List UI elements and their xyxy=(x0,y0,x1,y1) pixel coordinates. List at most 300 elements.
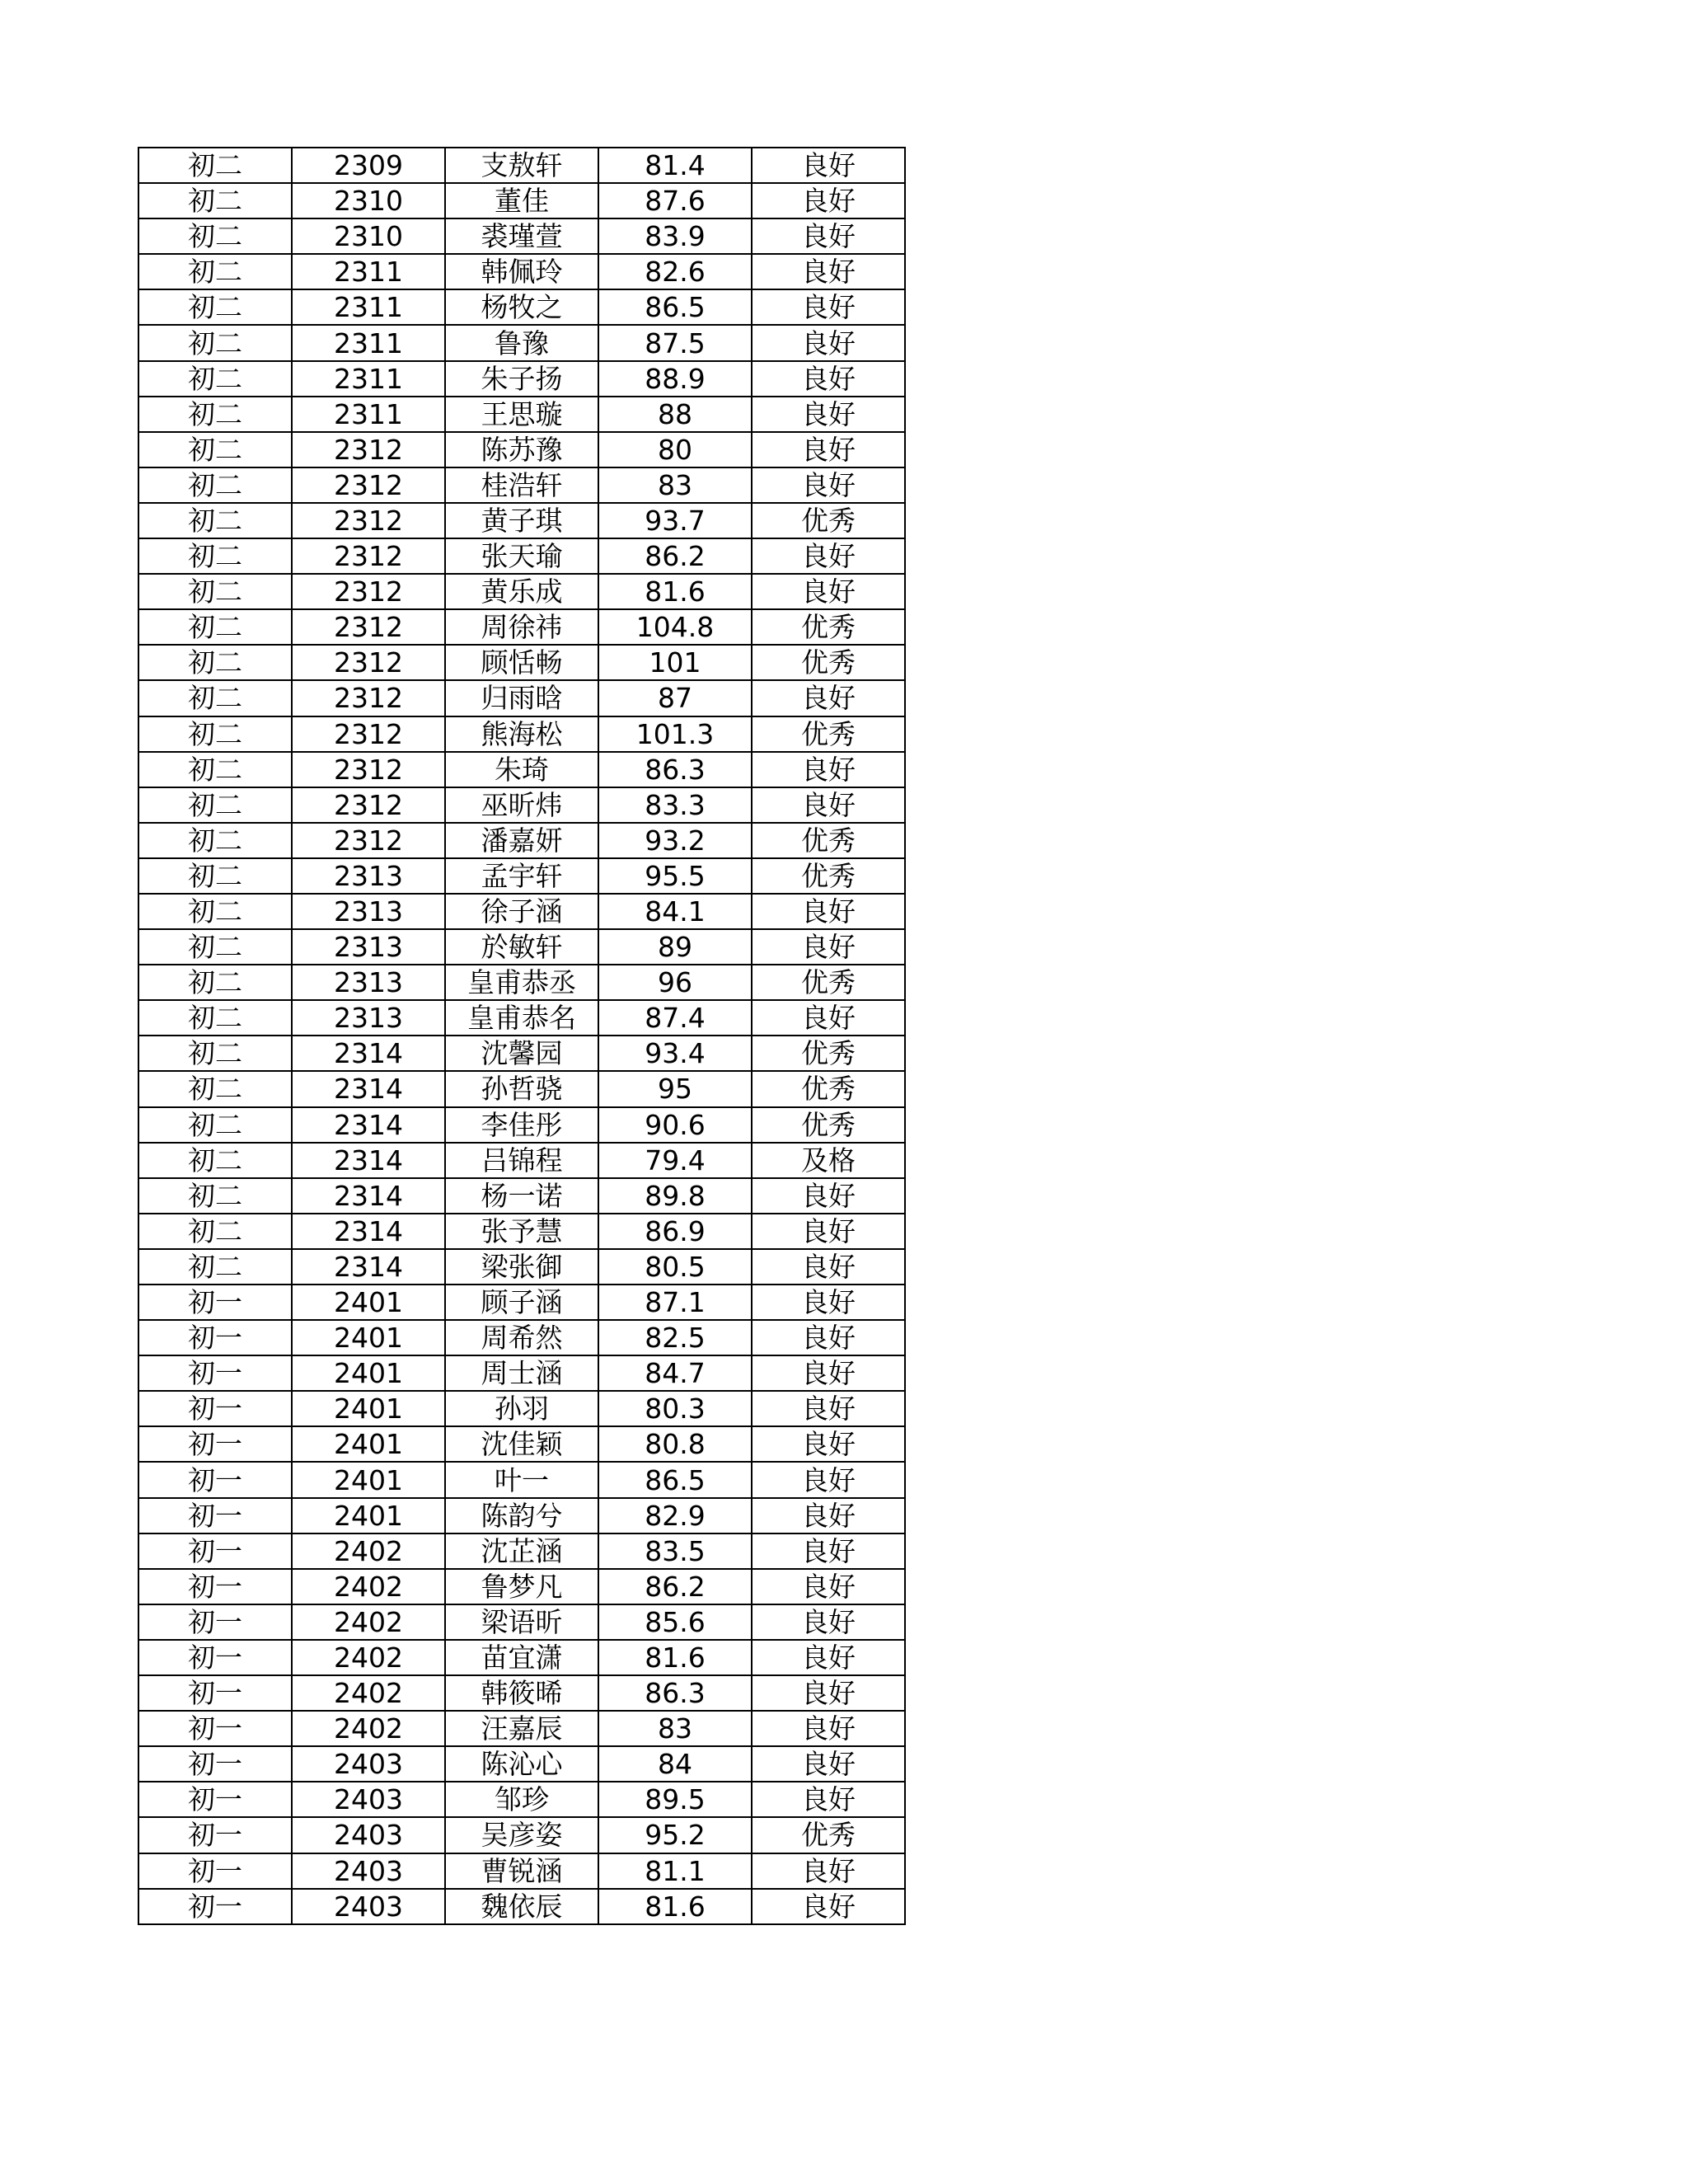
level-cell: 优秀 xyxy=(752,823,905,858)
level-cell: 良好 xyxy=(752,752,905,787)
grade-cell: 初二 xyxy=(138,965,292,1000)
level-cell: 良好 xyxy=(752,680,905,716)
class-cell: 2310 xyxy=(292,218,445,254)
table-row xyxy=(138,148,905,183)
grade-cell: 初一 xyxy=(138,1675,292,1711)
level-cell: 良好 xyxy=(752,1391,905,1426)
class-cell: 2402 xyxy=(292,1533,445,1569)
name-cell: 桂浩轩 xyxy=(445,467,598,503)
name-cell: 孙哲骁 xyxy=(445,1071,598,1106)
class-cell: 2401 xyxy=(292,1462,445,1497)
score-cell: 101.3 xyxy=(598,716,752,752)
level-cell: 良好 xyxy=(752,397,905,432)
table-row xyxy=(138,1285,905,1320)
score-cell: 86.3 xyxy=(598,1675,752,1711)
table-row xyxy=(138,574,905,609)
name-cell: 李佳彤 xyxy=(445,1107,598,1143)
class-cell: 2314 xyxy=(292,1214,445,1249)
table-row xyxy=(138,929,905,965)
level-cell: 良好 xyxy=(752,1853,905,1889)
grade-cell: 初一 xyxy=(138,1426,292,1462)
grade-cell: 初二 xyxy=(138,1214,292,1249)
name-cell: 孟宇轩 xyxy=(445,858,598,894)
class-cell: 2312 xyxy=(292,609,445,645)
class-cell: 2401 xyxy=(292,1391,445,1426)
name-cell: 韩筱晞 xyxy=(445,1675,598,1711)
level-cell: 良好 xyxy=(752,1320,905,1355)
score-cell: 86.5 xyxy=(598,1462,752,1497)
table-row xyxy=(138,1426,905,1462)
name-cell: 於敏轩 xyxy=(445,929,598,965)
name-cell: 苗宜潇 xyxy=(445,1640,598,1675)
table-row xyxy=(138,1320,905,1355)
level-cell: 优秀 xyxy=(752,609,905,645)
grade-cell: 初一 xyxy=(138,1746,292,1782)
name-cell: 杨牧之 xyxy=(445,289,598,325)
grade-cell: 初一 xyxy=(138,1391,292,1426)
name-cell: 魏依辰 xyxy=(445,1889,598,1924)
class-cell: 2314 xyxy=(292,1178,445,1214)
class-cell: 2312 xyxy=(292,645,445,680)
class-cell: 2403 xyxy=(292,1782,445,1817)
name-cell: 梁张御 xyxy=(445,1249,598,1285)
table-row xyxy=(138,1107,905,1143)
class-cell: 2313 xyxy=(292,965,445,1000)
score-cell: 82.5 xyxy=(598,1320,752,1355)
score-cell: 83.3 xyxy=(598,787,752,823)
grade-cell: 初二 xyxy=(138,574,292,609)
level-cell: 良好 xyxy=(752,1711,905,1746)
class-cell: 2312 xyxy=(292,752,445,787)
name-cell: 曹锐涵 xyxy=(445,1853,598,1889)
score-cell: 95 xyxy=(598,1071,752,1106)
class-cell: 2402 xyxy=(292,1640,445,1675)
level-cell: 良好 xyxy=(752,289,905,325)
class-cell: 2314 xyxy=(292,1036,445,1071)
score-cell: 87 xyxy=(598,680,752,716)
name-cell: 周徐祎 xyxy=(445,609,598,645)
level-cell: 良好 xyxy=(752,432,905,467)
score-cell: 81.6 xyxy=(598,574,752,609)
class-cell: 2402 xyxy=(292,1604,445,1640)
class-cell: 2313 xyxy=(292,858,445,894)
score-cell: 81.1 xyxy=(598,1853,752,1889)
class-cell: 2401 xyxy=(292,1320,445,1355)
score-cell: 87.5 xyxy=(598,325,752,360)
class-cell: 2311 xyxy=(292,361,445,397)
level-cell: 优秀 xyxy=(752,1817,905,1853)
score-cell: 84.7 xyxy=(598,1355,752,1391)
class-cell: 2312 xyxy=(292,823,445,858)
name-cell: 董佳 xyxy=(445,183,598,218)
level-cell: 良好 xyxy=(752,1569,905,1604)
level-cell: 良好 xyxy=(752,1214,905,1249)
table-row xyxy=(138,1071,905,1106)
level-cell: 良好 xyxy=(752,574,905,609)
name-cell: 归雨晗 xyxy=(445,680,598,716)
level-cell: 良好 xyxy=(752,254,905,289)
level-cell: 良好 xyxy=(752,929,905,965)
table-row xyxy=(138,1355,905,1391)
table-row xyxy=(138,965,905,1000)
level-cell: 良好 xyxy=(752,1498,905,1533)
name-cell: 沈佳颖 xyxy=(445,1426,598,1462)
table-row xyxy=(138,716,905,752)
score-cell: 84.1 xyxy=(598,894,752,929)
grade-cell: 初二 xyxy=(138,1036,292,1071)
name-cell: 皇甫恭丞 xyxy=(445,965,598,1000)
class-cell: 2313 xyxy=(292,929,445,965)
table-row xyxy=(138,467,905,503)
level-cell: 良好 xyxy=(752,1285,905,1320)
level-cell: 良好 xyxy=(752,325,905,360)
grade-cell: 初二 xyxy=(138,1107,292,1143)
class-cell: 2312 xyxy=(292,503,445,538)
table-row xyxy=(138,1675,905,1711)
grade-cell: 初二 xyxy=(138,183,292,218)
name-cell: 顾子涵 xyxy=(445,1285,598,1320)
name-cell: 巫昕炜 xyxy=(445,787,598,823)
level-cell: 良好 xyxy=(752,1746,905,1782)
level-cell: 优秀 xyxy=(752,716,905,752)
name-cell: 孙羽 xyxy=(445,1391,598,1426)
score-table xyxy=(138,147,906,1925)
grade-cell: 初二 xyxy=(138,1249,292,1285)
score-cell: 80 xyxy=(598,432,752,467)
class-cell: 2403 xyxy=(292,1889,445,1924)
grade-cell: 初二 xyxy=(138,1178,292,1214)
table-row xyxy=(138,218,905,254)
class-cell: 2402 xyxy=(292,1569,445,1604)
table-row xyxy=(138,752,905,787)
name-cell: 陈沁心 xyxy=(445,1746,598,1782)
grade-cell: 初一 xyxy=(138,1569,292,1604)
level-cell: 优秀 xyxy=(752,503,905,538)
class-cell: 2312 xyxy=(292,467,445,503)
grade-cell: 初二 xyxy=(138,823,292,858)
class-cell: 2401 xyxy=(292,1498,445,1533)
table-row xyxy=(138,254,905,289)
table-row xyxy=(138,1604,905,1640)
name-cell: 鲁梦凡 xyxy=(445,1569,598,1604)
score-cell: 95.2 xyxy=(598,1817,752,1853)
score-cell: 86.9 xyxy=(598,1214,752,1249)
level-cell: 良好 xyxy=(752,1355,905,1391)
table-row xyxy=(138,823,905,858)
score-cell: 101 xyxy=(598,645,752,680)
score-cell: 93.4 xyxy=(598,1036,752,1071)
table-row xyxy=(138,1533,905,1569)
table-row xyxy=(138,1036,905,1071)
name-cell: 杨一诺 xyxy=(445,1178,598,1214)
grade-cell: 初二 xyxy=(138,538,292,574)
class-cell: 2314 xyxy=(292,1107,445,1143)
table-row xyxy=(138,1249,905,1285)
level-cell: 优秀 xyxy=(752,1107,905,1143)
grade-cell: 初一 xyxy=(138,1320,292,1355)
grade-cell: 初二 xyxy=(138,254,292,289)
level-cell: 良好 xyxy=(752,148,905,183)
score-cell: 80.3 xyxy=(598,1391,752,1426)
class-cell: 2402 xyxy=(292,1675,445,1711)
level-cell: 良好 xyxy=(752,894,905,929)
table-row xyxy=(138,503,905,538)
name-cell: 周希然 xyxy=(445,1320,598,1355)
name-cell: 黄子琪 xyxy=(445,503,598,538)
grade-cell: 初一 xyxy=(138,1817,292,1853)
level-cell: 优秀 xyxy=(752,1071,905,1106)
table-row xyxy=(138,397,905,432)
table-row xyxy=(138,1711,905,1746)
score-cell: 81.4 xyxy=(598,148,752,183)
table-row xyxy=(138,183,905,218)
class-cell: 2311 xyxy=(292,289,445,325)
table-row xyxy=(138,1000,905,1036)
name-cell: 沈芷涵 xyxy=(445,1533,598,1569)
level-cell: 良好 xyxy=(752,787,905,823)
grade-cell: 初二 xyxy=(138,680,292,716)
score-cell: 83.5 xyxy=(598,1533,752,1569)
table-row xyxy=(138,1498,905,1533)
class-cell: 2313 xyxy=(292,894,445,929)
name-cell: 陈苏豫 xyxy=(445,432,598,467)
class-cell: 2311 xyxy=(292,254,445,289)
class-cell: 2312 xyxy=(292,574,445,609)
grade-cell: 初二 xyxy=(138,716,292,752)
class-cell: 2401 xyxy=(292,1426,445,1462)
score-cell: 87.1 xyxy=(598,1285,752,1320)
score-table-body xyxy=(138,148,905,1924)
score-cell: 79.4 xyxy=(598,1143,752,1178)
level-cell: 良好 xyxy=(752,1640,905,1675)
score-cell: 93.2 xyxy=(598,823,752,858)
table-row xyxy=(138,289,905,325)
class-cell: 2313 xyxy=(292,1000,445,1036)
class-cell: 2401 xyxy=(292,1355,445,1391)
class-cell: 2310 xyxy=(292,183,445,218)
class-cell: 2403 xyxy=(292,1746,445,1782)
score-cell: 84 xyxy=(598,1746,752,1782)
class-cell: 2403 xyxy=(292,1853,445,1889)
table-row xyxy=(138,1569,905,1604)
name-cell: 朱子扬 xyxy=(445,361,598,397)
table-row xyxy=(138,361,905,397)
name-cell: 徐子涵 xyxy=(445,894,598,929)
name-cell: 鲁豫 xyxy=(445,325,598,360)
table-row xyxy=(138,680,905,716)
level-cell: 良好 xyxy=(752,1462,905,1497)
score-cell: 80.8 xyxy=(598,1426,752,1462)
table-row xyxy=(138,325,905,360)
level-cell: 良好 xyxy=(752,1533,905,1569)
level-cell: 良好 xyxy=(752,1782,905,1817)
grade-cell: 初一 xyxy=(138,1498,292,1533)
score-cell: 87.6 xyxy=(598,183,752,218)
table-row xyxy=(138,787,905,823)
level-cell: 良好 xyxy=(752,538,905,574)
name-cell: 汪嘉辰 xyxy=(445,1711,598,1746)
score-cell: 90.6 xyxy=(598,1107,752,1143)
score-cell: 88.9 xyxy=(598,361,752,397)
score-cell: 86.2 xyxy=(598,1569,752,1604)
name-cell: 顾恬畅 xyxy=(445,645,598,680)
score-cell: 81.6 xyxy=(598,1640,752,1675)
grade-cell: 初二 xyxy=(138,361,292,397)
table-row xyxy=(138,894,905,929)
table-row xyxy=(138,1853,905,1889)
grade-cell: 初二 xyxy=(138,752,292,787)
name-cell: 黄乐成 xyxy=(445,574,598,609)
grade-cell: 初二 xyxy=(138,929,292,965)
name-cell: 裘瑾萱 xyxy=(445,218,598,254)
score-cell: 104.8 xyxy=(598,609,752,645)
name-cell: 吕锦程 xyxy=(445,1143,598,1178)
grade-cell: 初二 xyxy=(138,503,292,538)
table-row xyxy=(138,1214,905,1249)
table-row xyxy=(138,1640,905,1675)
table-row xyxy=(138,1143,905,1178)
grade-cell: 初二 xyxy=(138,858,292,894)
level-cell: 良好 xyxy=(752,1000,905,1036)
class-cell: 2311 xyxy=(292,397,445,432)
grade-cell: 初一 xyxy=(138,1355,292,1391)
table-row xyxy=(138,1462,905,1497)
score-cell: 81.6 xyxy=(598,1889,752,1924)
name-cell: 邹珍 xyxy=(445,1782,598,1817)
grade-cell: 初二 xyxy=(138,432,292,467)
class-cell: 2314 xyxy=(292,1071,445,1106)
table-row xyxy=(138,645,905,680)
name-cell: 梁语昕 xyxy=(445,1604,598,1640)
grade-cell: 初一 xyxy=(138,1889,292,1924)
score-cell: 95.5 xyxy=(598,858,752,894)
name-cell: 潘嘉妍 xyxy=(445,823,598,858)
grade-cell: 初一 xyxy=(138,1604,292,1640)
name-cell: 沈馨园 xyxy=(445,1036,598,1071)
class-cell: 2403 xyxy=(292,1817,445,1853)
score-cell: 83 xyxy=(598,1711,752,1746)
class-cell: 2309 xyxy=(292,148,445,183)
level-cell: 良好 xyxy=(752,1178,905,1214)
class-cell: 2314 xyxy=(292,1143,445,1178)
name-cell: 熊海松 xyxy=(445,716,598,752)
class-cell: 2312 xyxy=(292,538,445,574)
name-cell: 支敖轩 xyxy=(445,148,598,183)
level-cell: 优秀 xyxy=(752,645,905,680)
score-cell: 89.5 xyxy=(598,1782,752,1817)
name-cell: 皇甫恭名 xyxy=(445,1000,598,1036)
score-cell: 82.6 xyxy=(598,254,752,289)
table-row xyxy=(138,538,905,574)
grade-cell: 初一 xyxy=(138,1533,292,1569)
score-cell: 86.2 xyxy=(598,538,752,574)
level-cell: 良好 xyxy=(752,361,905,397)
grade-cell: 初二 xyxy=(138,609,292,645)
score-cell: 87.4 xyxy=(598,1000,752,1036)
table-row xyxy=(138,1889,905,1924)
name-cell: 王思璇 xyxy=(445,397,598,432)
grade-cell: 初一 xyxy=(138,1853,292,1889)
grade-cell: 初二 xyxy=(138,289,292,325)
grade-cell: 初二 xyxy=(138,894,292,929)
level-cell: 良好 xyxy=(752,1249,905,1285)
grade-cell: 初二 xyxy=(138,645,292,680)
level-cell: 及格 xyxy=(752,1143,905,1178)
table-row xyxy=(138,858,905,894)
score-cell: 88 xyxy=(598,397,752,432)
name-cell: 韩佩玲 xyxy=(445,254,598,289)
name-cell: 张予慧 xyxy=(445,1214,598,1249)
class-cell: 2312 xyxy=(292,432,445,467)
grade-cell: 初二 xyxy=(138,397,292,432)
class-cell: 2314 xyxy=(292,1249,445,1285)
table-row xyxy=(138,1782,905,1817)
level-cell: 优秀 xyxy=(752,858,905,894)
level-cell: 良好 xyxy=(752,183,905,218)
grade-cell: 初二 xyxy=(138,1071,292,1106)
grade-cell: 初一 xyxy=(138,1462,292,1497)
level-cell: 良好 xyxy=(752,1889,905,1924)
level-cell: 良好 xyxy=(752,1675,905,1711)
grade-cell: 初一 xyxy=(138,1285,292,1320)
class-cell: 2402 xyxy=(292,1711,445,1746)
score-cell: 80.5 xyxy=(598,1249,752,1285)
name-cell: 张天瑜 xyxy=(445,538,598,574)
score-cell: 89 xyxy=(598,929,752,965)
table-row xyxy=(138,432,905,467)
name-cell: 陈韵兮 xyxy=(445,1498,598,1533)
score-cell: 83.9 xyxy=(598,218,752,254)
score-cell: 93.7 xyxy=(598,503,752,538)
score-cell: 86.3 xyxy=(598,752,752,787)
level-cell: 良好 xyxy=(752,1426,905,1462)
table-row xyxy=(138,1391,905,1426)
grade-cell: 初二 xyxy=(138,148,292,183)
table-row xyxy=(138,609,905,645)
grade-cell: 初二 xyxy=(138,467,292,503)
level-cell: 优秀 xyxy=(752,1036,905,1071)
class-cell: 2312 xyxy=(292,716,445,752)
level-cell: 良好 xyxy=(752,218,905,254)
grade-cell: 初一 xyxy=(138,1640,292,1675)
class-cell: 2401 xyxy=(292,1285,445,1320)
score-cell: 96 xyxy=(598,965,752,1000)
level-cell: 良好 xyxy=(752,467,905,503)
grade-cell: 初二 xyxy=(138,325,292,360)
grade-cell: 初二 xyxy=(138,1143,292,1178)
class-cell: 2311 xyxy=(292,325,445,360)
grade-cell: 初二 xyxy=(138,1000,292,1036)
class-cell: 2312 xyxy=(292,787,445,823)
name-cell: 吴彦姿 xyxy=(445,1817,598,1853)
level-cell: 良好 xyxy=(752,1604,905,1640)
name-cell: 周士涵 xyxy=(445,1355,598,1391)
name-cell: 朱琦 xyxy=(445,752,598,787)
name-cell: 叶一 xyxy=(445,1462,598,1497)
score-cell: 82.9 xyxy=(598,1498,752,1533)
grade-cell: 初二 xyxy=(138,218,292,254)
grade-cell: 初一 xyxy=(138,1782,292,1817)
score-cell: 85.6 xyxy=(598,1604,752,1640)
table-row xyxy=(138,1817,905,1853)
grade-cell: 初二 xyxy=(138,787,292,823)
class-cell: 2312 xyxy=(292,680,445,716)
table-row xyxy=(138,1746,905,1782)
score-cell: 89.8 xyxy=(598,1178,752,1214)
table-row xyxy=(138,1178,905,1214)
score-cell: 83 xyxy=(598,467,752,503)
score-cell: 86.5 xyxy=(598,289,752,325)
